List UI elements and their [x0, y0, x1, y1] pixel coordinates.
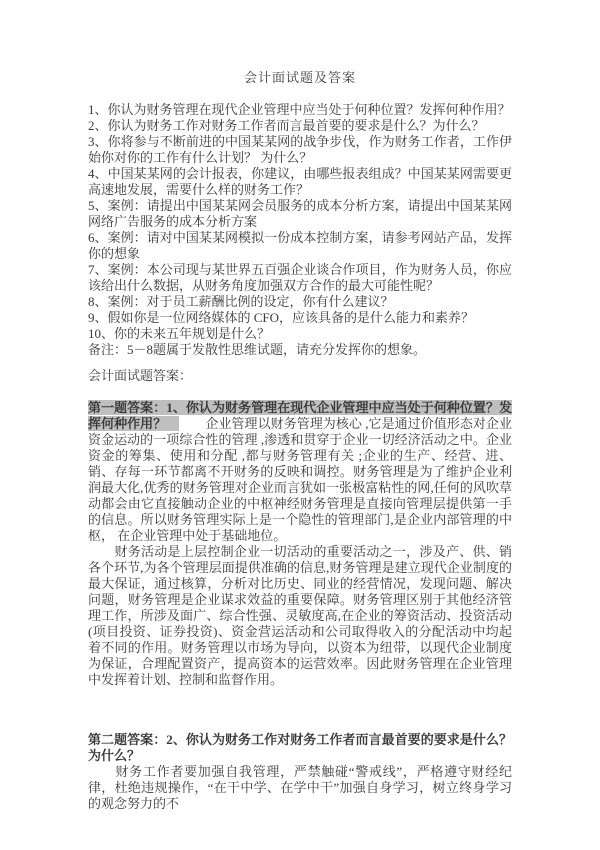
highlighted-question-1: 第一题答案：1、你认为财务管理在现代企业管理中应当处于何种位置？发挥何种作用？ — [88, 400, 512, 431]
question-item-5: 5、案例：请提出中国某某网会员服务的成本分析方案，请提出中国某某网网络广告服务的成本分析方案 — [88, 198, 512, 229]
question-item-10: 10、你的未来五年规划是什么？ — [88, 326, 271, 341]
question-item-8: 8、案例：对于员工薪酬比例的设定，你有什么建议？ — [88, 294, 394, 309]
question-item-7: 7、案例：本公司现与某世界五百强企业谈合作项目，作为财务人员，你应该给出什么数据，从财务角度加强双方合作的最大可能性呢？ — [88, 262, 512, 293]
question-item-9: 9、假如你是一位网络媒体的 CFO，应该具备的是什么能力和素养？ — [88, 310, 475, 325]
document-title: 会计面试题及答案 — [243, 70, 356, 85]
question-item-1: 1、你认为财务管理在现代企业管理中应当处于何种位置？发挥何种作用？ — [88, 102, 511, 117]
answer-1-paragraph-2: 财务活动是上层控制企业一切活动的重要活动之一，涉及产、供、销各个环节,为各个管理层面提供准确的信息,财务管理是建立现代企业制度的最大保证，通过核算，分析对比历史、同业的经营情况，发现问题、解决问题，财务管理是企业谋求效益的重要保障。财务管理区别于其他经济管理工作，所涉及面广、综合性强、灵敏度高,在企业的筹资活动、投资活动(项目投资、证券投资)、资金营运活动和公司取得收入的分配活动中均起着不同的作用。财务管理以市场为导向，以资本为纽带，以现代企业制度为保证，合理配置资产，提高资本的运营效率。因此财务管理在企业管理中发挥着计划、控制和监督作用。 — [88, 544, 512, 687]
question-2-restated: 第二题答案：2、你认为财务工作对财务工作者而言最首要的要求是什么？为什么？ — [88, 732, 512, 763]
question-item-2: 2、你认为财务工作对财务工作者而言最首要的要求是什么？为什么？ — [88, 118, 485, 133]
answer-2-paragraph-1: 财务工作者要加强自我管理，严禁触碰“警戒线”，严格遵守财经纪律，杜绝违规操作，“在干中学、在学中干”加强自身学习，树立终身学习的观念努力的不 — [88, 764, 512, 811]
answers-section-heading: 会计面试题答案： — [88, 368, 193, 383]
answer-block-2 — [88, 732, 512, 812]
note-line: 备注：5－8题属于发散性思维试题，请充分发挥你的想象。 — [88, 342, 427, 357]
question-item-6: 6、案例：请对中国某某网模拟一份成本控制方案，请参考网站产品，发挥你的想象 — [88, 230, 512, 261]
question-item-3: 3、你将参与不断前进的中国某某网的战争步伐，作为财务工作者，工作伊始你对你的工作有什么计划？ 为什么？ — [88, 134, 512, 165]
question-list — [88, 102, 512, 358]
answer-1-paragraph-1 — [88, 400, 512, 544]
answer-1-text: 企业管理以财务管理为核心 ,它是通过价值形态对企业资金运动的一项综合性的管理 ,渗透和贯穿于企业一切经济活动之中。企业资金的筹集、使用和分配 ,都与财务管理有关 ;企业的生产、经营、进、销、存每一环节都离不开财务的反映和调控。财务管理是为了维护企业利润最大化,优秀的财务管理对企业而言犹如一张极富粘性的网,任何的风吹草动都会由它直接触动企业的中枢神经财务管理是直接向管理层提供第一手的信息。所以财务管理实际上是一个隐性的管理部门,是企业内部管理的中枢， 在企业管理中处于基础地位。 — [88, 416, 512, 543]
answer-block-1 — [88, 400, 512, 688]
question-item-4: 4、中国某某网的会计报表，你建议，由哪些报表组成？中国某某网需要更高速地发展，需要什么样的财务工作？ — [88, 166, 512, 197]
